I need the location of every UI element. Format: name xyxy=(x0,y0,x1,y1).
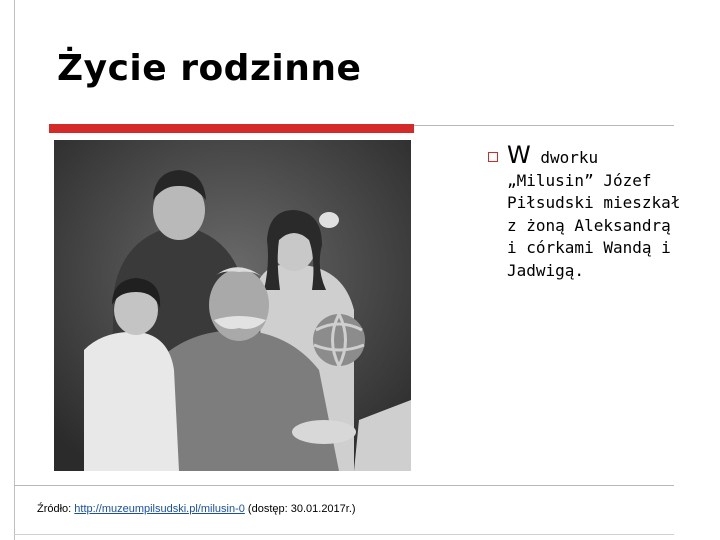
family-photo xyxy=(54,140,411,471)
source-suffix: (dostęp: 30.01.2017r.) xyxy=(244,503,356,515)
left-border-line xyxy=(14,0,15,540)
source-prefix: Źródło: xyxy=(37,503,75,515)
source-citation xyxy=(37,503,356,515)
source-link[interactable]: http://muzeumpilsudski.pl/milusin-0 xyxy=(74,503,245,515)
description-text xyxy=(507,141,687,282)
description-body: „Milusin” Józef Piłsudski mieszkał z żoną Aleksandrą i córkami Wandą i Jadwigą. xyxy=(507,170,681,280)
title-divider-line xyxy=(414,125,674,126)
bullet-icon xyxy=(488,152,498,162)
slide-title: Życie rodzinne xyxy=(57,48,362,89)
title-accent-bar xyxy=(49,124,414,133)
footer-divider-line xyxy=(14,485,674,486)
description-first-line: dworku xyxy=(530,148,599,167)
bottom-edge-line xyxy=(14,534,674,535)
description-first-letter: W xyxy=(507,141,531,169)
family-photo-illustration xyxy=(54,140,411,471)
